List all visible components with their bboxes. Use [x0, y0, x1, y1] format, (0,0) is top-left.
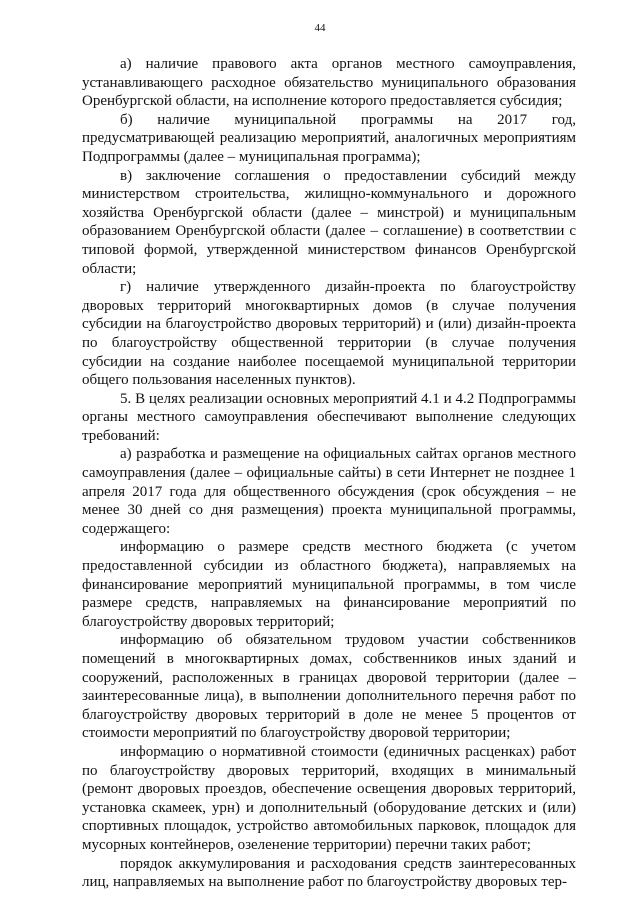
paragraph-1: а) наличие правового акта органов местного самоуправления, устанавливающего расходное обязательство муниципального образования Оренбургской области, на исполнение которого предоставляется субсидия;	[82, 56, 576, 110]
paragraph-9: информацию о нормативной стоимости (единичных расценках) работ по благоустройству дворовых территорий, входящих в минимальный (ремонт дворовых проездов, обеспечение освещения дворовых территорий, установка скамеек, урн) и дополнительный (оборудование детских и (или) спортивных площадок, устройство автомобильных парковок, площадок для мусорных контейнеров, озеленение территории) перечни таких работ;	[82, 743, 576, 853]
paragraph-3: в) заключение соглашения о предоставлении субсидий между министерством строительства, жилищно-коммунального и дорожного хозяйства Оренбургской области (далее – минстрой) и муниципальным образованием Оренбургской области (далее – соглашение) в соответствии с типовой формой, утвержденной министерством финансов Оренбургской области;	[82, 167, 576, 277]
paragraph-10: порядок аккумулирования и расходования средств заинтересованных лиц, направляемых на выполнение работ по благоустройству дворовых тер-	[82, 855, 576, 891]
document-body	[82, 55, 576, 892]
page-number: 44	[314, 22, 326, 34]
paragraph-2: б) наличие муниципальной программы на 2017 год, предусматривающей реализацию мероприятий, аналогичных мероприятиям Подпрограммы (далее – муниципальная программа);	[82, 111, 576, 165]
paragraph-8: информацию об обязательном трудовом участии собственников помещений в многоквартирных домах, собственников иных зданий и сооружений, расположенных в границах дворовой территории (далее – заинтересованные лица), в выполнении дополнительного перечня работ по благоустройству дворовых территорий в доле не менее 5 процентов от стоимости мероприятий по благоустройству дворовой территории;	[82, 632, 576, 742]
paragraph-5: 5. В целях реализации основных мероприятий 4.1 и 4.2 Подпрограммы органы местного самоуправления обеспечивают выполнение следующих требований:	[82, 390, 576, 444]
paragraph-4: г) наличие утвержденного дизайн-проекта по благоустройству дворовых территорий многоквартирных домов (в случае получения субсидии на благоустройство дворовых территорий) и (или) дизайн-проекта по благоустройству общественной территории (в случае получения субсидии на создание наиболее посещаемой муниципальной территории общего пользования населенных пунктов).	[82, 279, 576, 389]
paragraph-7: информацию о размере средств местного бюджета (с учетом предоставленной субсидии из областного бюджета), направляемых на финансирование мероприятий муниципальной программы, в том числе размере средств, направляемых на финансирование мероприятий по благоустройству дворовых территорий;	[82, 539, 576, 630]
paragraph-6: а) разработка и размещение на официальных сайтах органов местного самоуправления (далее – официальные сайты) в сети Интернет не позднее 1 апреля 2017 года для общественного обсуждения (срок обсуждения – не менее 30 дней со дня размещения) проекта муниципальной программы, содержащего:	[82, 446, 576, 537]
